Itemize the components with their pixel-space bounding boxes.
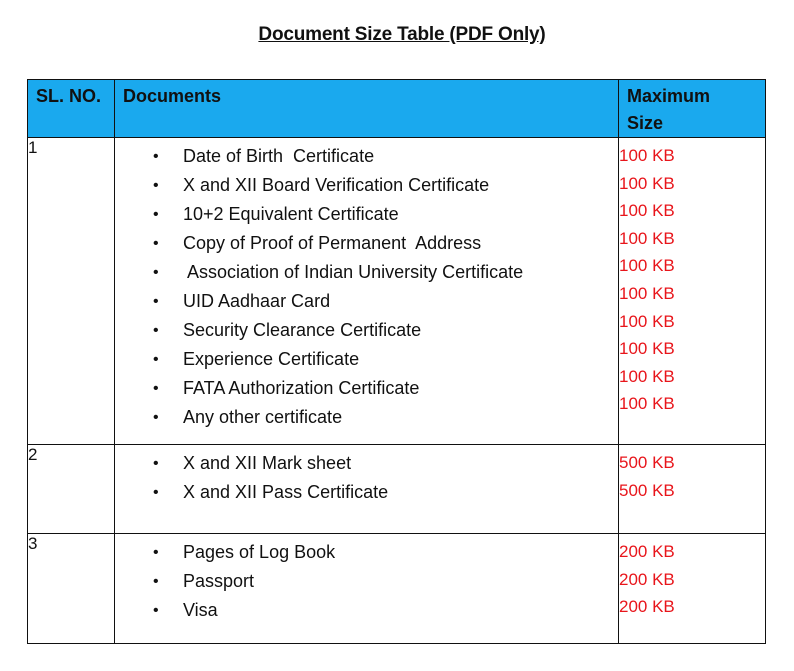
size-value: 100 KB — [619, 339, 675, 359]
size-value: 200 KB — [619, 569, 675, 589]
document-name: Copy of Proof of Permanent Address — [183, 233, 482, 253]
size-value: 500 KB — [619, 453, 675, 472]
bullet-icon: • — [153, 206, 159, 223]
list-item — [115, 403, 618, 432]
document-name: Association of Indian University Certificate — [183, 262, 524, 282]
document-name: Passport — [183, 571, 255, 591]
document-size-table — [27, 79, 766, 644]
size-value: 100 KB — [619, 173, 675, 193]
size-value: 100 KB — [619, 366, 675, 386]
size-value: 100 KB — [619, 228, 675, 248]
document-name: Security Clearance Certificate — [183, 320, 422, 340]
documents-cell — [115, 445, 619, 534]
document-name: 10+2 Equivalent Certificate — [183, 204, 399, 224]
document-name: X and XII Mark sheet — [183, 453, 352, 473]
list-item — [115, 229, 618, 258]
list-item — [115, 345, 618, 374]
header-max-size-line2: Size — [627, 113, 664, 133]
document-name: Date of Birth Certificate — [183, 146, 375, 166]
size-value: 500 KB — [619, 480, 675, 500]
list-item — [115, 142, 618, 171]
bullet-icon: • — [153, 455, 159, 472]
table-row — [28, 534, 766, 644]
document-name: Experience Certificate — [183, 349, 360, 369]
document-name: UID Aadhaar Card — [183, 291, 331, 311]
table-header-row — [28, 80, 766, 138]
header-sl-no: SL. NO. — [28, 80, 115, 138]
bullet-icon: • — [153, 177, 159, 194]
table-row — [28, 138, 766, 445]
list-item — [115, 449, 618, 478]
document-name: Visa — [183, 600, 218, 620]
list-item — [115, 171, 618, 200]
document-name: FATA Authorization Certificate — [183, 378, 420, 398]
size-list — [619, 445, 765, 504]
bullet-icon: • — [153, 380, 159, 397]
size-list — [619, 534, 765, 621]
document-list — [115, 445, 618, 507]
sl-number-cell: 2 — [28, 445, 115, 534]
header-max-size — [619, 80, 766, 138]
document-name: X and XII Board Verification Certificate — [183, 175, 490, 195]
size-value: 100 KB — [619, 394, 675, 414]
page-title: Document Size Table (PDF Only) — [258, 24, 546, 45]
header-max-size-line1: Maximum — [627, 86, 711, 106]
bullet-icon: • — [153, 602, 159, 619]
bullet-icon: • — [153, 484, 159, 501]
size-value: 100 KB — [619, 283, 675, 303]
list-item — [115, 374, 618, 403]
size-value: 200 KB — [619, 542, 675, 561]
list-item — [115, 538, 618, 567]
bullet-icon: • — [153, 235, 159, 252]
documents-cell — [115, 534, 619, 644]
list-item — [115, 478, 618, 507]
max-size-cell — [619, 534, 766, 644]
list-item — [115, 287, 618, 316]
bullet-icon: • — [153, 351, 159, 368]
size-value: 100 KB — [619, 146, 675, 165]
max-size-cell — [619, 445, 766, 534]
list-item — [115, 596, 618, 625]
max-size-cell — [619, 138, 766, 445]
document-list — [115, 534, 618, 625]
documents-cell — [115, 138, 619, 445]
header-documents: Documents — [115, 80, 619, 138]
sl-number-cell: 1 — [28, 138, 115, 445]
sl-number-cell: 3 — [28, 534, 115, 644]
list-item — [115, 258, 618, 287]
bullet-icon: • — [153, 573, 159, 590]
bullet-icon: • — [153, 264, 159, 281]
list-item — [115, 200, 618, 229]
bullet-icon: • — [153, 322, 159, 339]
bullet-icon: • — [153, 544, 159, 561]
size-list — [619, 138, 765, 418]
size-value: 100 KB — [619, 311, 675, 331]
size-value: 100 KB — [619, 201, 675, 221]
bullet-icon: • — [153, 148, 159, 165]
document-name: Pages of Log Book — [183, 542, 336, 562]
document-name: X and XII Pass Certificate — [183, 482, 389, 502]
size-value: 200 KB — [619, 597, 675, 617]
list-item — [115, 567, 618, 596]
bullet-icon: • — [153, 409, 159, 426]
bullet-icon: • — [153, 293, 159, 310]
list-item — [115, 316, 618, 345]
table-row — [28, 445, 766, 534]
size-value: 100 KB — [619, 256, 675, 276]
document-list — [115, 138, 618, 432]
document-name: Any other certificate — [183, 407, 343, 427]
